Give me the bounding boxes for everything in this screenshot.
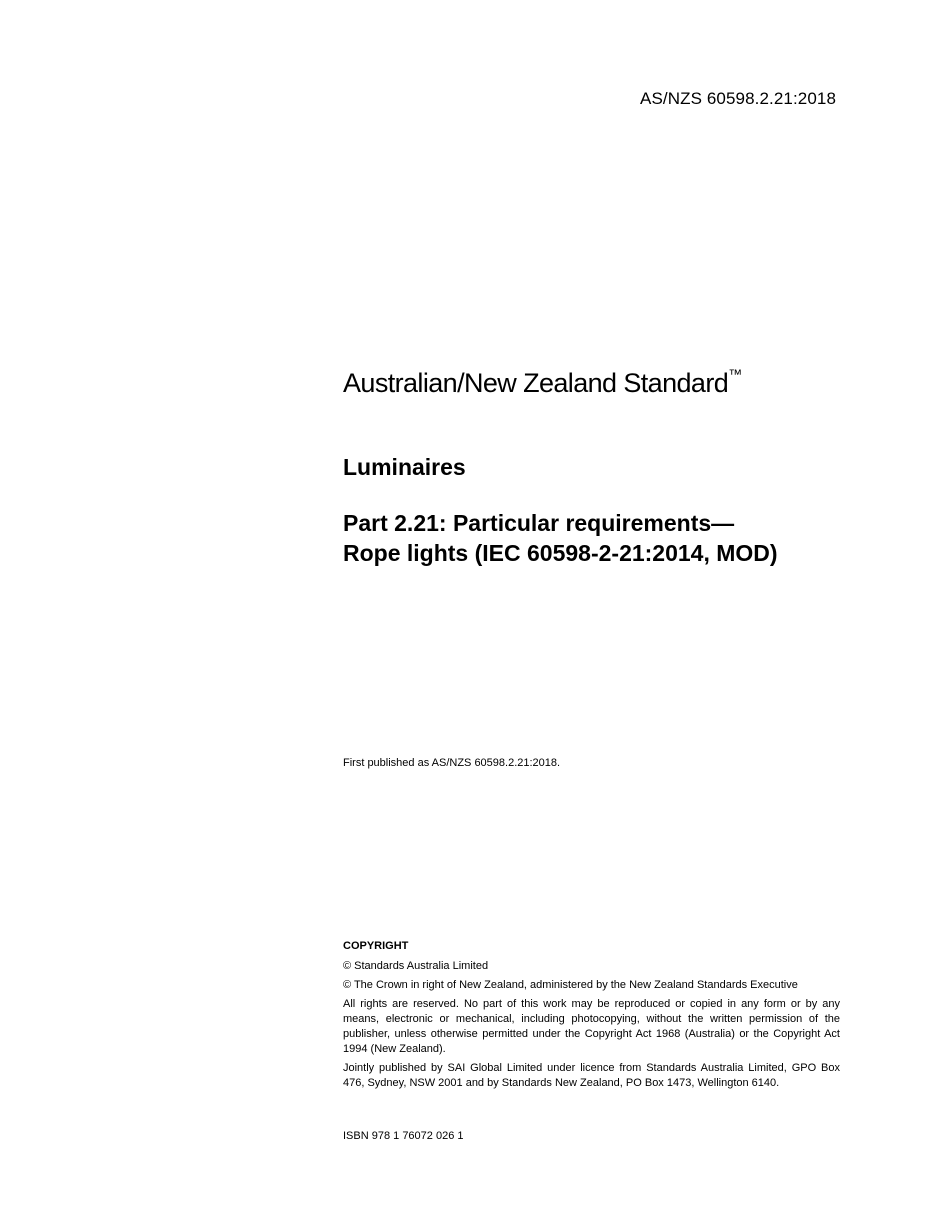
part-title [343, 508, 840, 568]
series-title-text: Australian/New Zealand Standard [343, 368, 729, 398]
copyright-block [343, 939, 840, 1095]
part-title-line-1: Part 2.21: Particular requirements— [343, 510, 735, 536]
publisher-paragraph: Jointly published by SAI Global Limited under licence from Standards Australia Limited, GPO Box 476, Sydney, NSW 2001 and by Standards New Zealand, PO Box 1473, Wellington 6140. [343, 1062, 840, 1089]
copyright-line-standards-australia: © Standards Australia Limited [343, 960, 489, 972]
part-title-line-2: Rope lights (IEC 60598-2-21:2014, MOD) [343, 540, 778, 566]
document-number: AS/NZS 60598.2.21:2018 [640, 89, 836, 108]
trademark-symbol: ™ [728, 366, 743, 382]
first-published-note: First published as AS/NZS 60598.2.21:2018. [343, 757, 561, 769]
copyright-line-crown-nz: © The Crown in right of New Zealand, administered by the New Zealand Standards Executive [343, 979, 798, 991]
series-title [343, 360, 840, 400]
copyright-heading: COPYRIGHT [343, 940, 409, 952]
main-title: Luminaires [343, 454, 466, 480]
rights-reserved-paragraph: All rights are reserved. No part of this work may be reproduced or copied in any form or by any means, electronic or mechanical, including photocopying, without the written permission of the publisher, unless otherwise permitted under the Copyright Act 1968 (Australia) or the Copyright Act 1994 (New Zealand). [343, 998, 840, 1055]
isbn: ISBN 978 1 76072 026 1 [343, 1130, 464, 1142]
